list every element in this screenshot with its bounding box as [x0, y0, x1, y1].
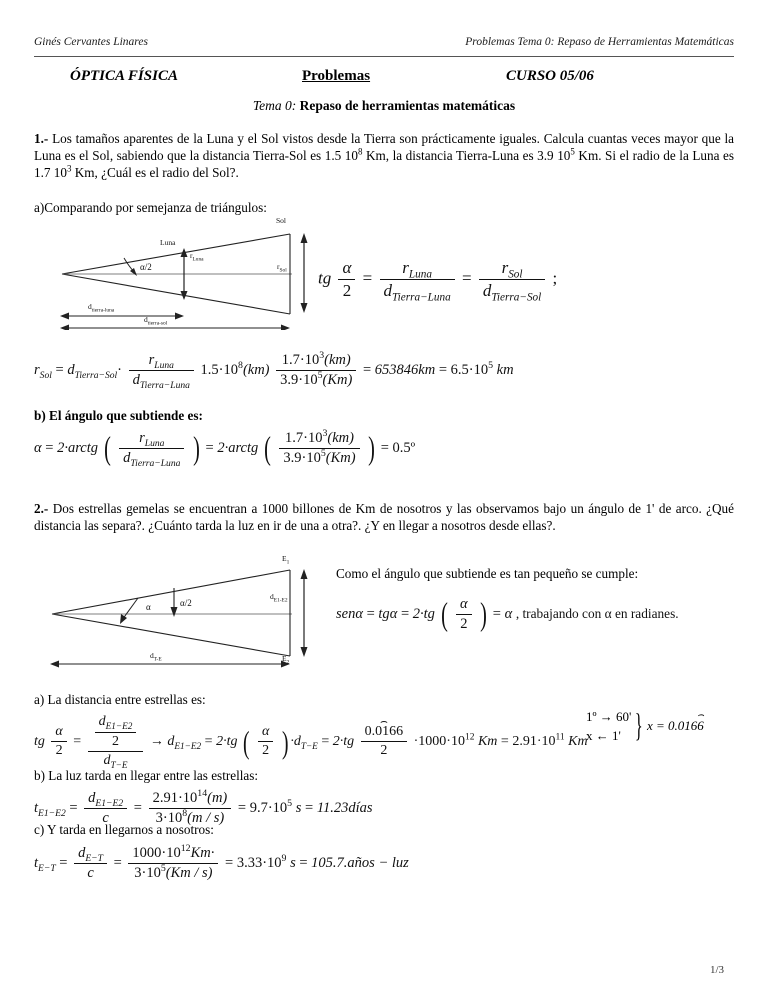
title-row — [34, 68, 734, 90]
problem1-text-2: Km, la distancia Tierra-Luna es 3.9 10 — [362, 148, 571, 164]
equation-light-time-between-stars: $t_{E1-E2}$ = $\frac{d_{E1-E2}}{c}$ = $\frac{2.91\cdot 10^{14}(m)}{3\cdot 10^8(m / s)}$ = $9.7\cdot 10^5$ s = 11.23días — [34, 788, 373, 827]
diagram2-label-d-t-e: $d_{T-E}$ — [150, 651, 162, 663]
problem1-exp-2: 5 — [570, 146, 575, 157]
header-author: Ginés Cervantes Linares — [34, 36, 148, 48]
diagram1-label-alpha-half: α/2 — [140, 262, 152, 272]
diagram-sun-moon-triangle — [52, 218, 312, 330]
diagram1-label-d-tierra-luna: $d_{tierra-luna}$ — [88, 302, 115, 314]
problem2-text: Dos estrellas gemelas se encuentran a 1000 billones de Km de nosotros y las observamos bajo un ángulo de 1' de arco. ¿Qué distancia las separa?. ¿Cuánto tarda la luz en ir de una a otra?. ¿Y en llegar a nosotros desde ellas?. — [34, 501, 734, 534]
diagram2-label-e2: $E_2$ — [282, 654, 290, 666]
problem1-text-4: Km, ¿Cuál es el radio del Sol?. — [71, 165, 239, 181]
diagram-twin-stars-triangle — [42, 554, 312, 670]
equation-small-angle-approximation: senα = tgα = 2·tg ( $\frac{\alpha}{2}$ ) = α , trabajando con α en radianes. — [336, 596, 679, 634]
diagram-twin-stars-svg — [42, 558, 312, 670]
problem1-text-3: Km. Si el radio de la Luna es 1.7 10 — [34, 148, 734, 181]
diagram1-label-luna: Luna — [160, 238, 176, 247]
problem1-number: 1.- — [34, 131, 49, 146]
equation-alpha-arctg: α = 2·arctg ( $\frac{r_{Luna}}{d_{Tierra-Luna}}$ ) = 2·arctg ( $\frac{1.7\cdot 10^3(km)}{3.9\cdot 10^5(Km)}$ ) = 0.5º — [34, 428, 416, 469]
equation-light-time-to-earth: $t_{E-T}$ = $\frac{d_{E-T}}{c}$ = $\frac{1000\cdot 10^{12}Km\cdot}{3\cdot 10^5(Km / s)}$ = $3.33\cdot 10^9$ s = 105.7.años − luz — [34, 843, 409, 882]
problem1-section-a-label: a)Comparando por semejanza de triángulos: — [34, 200, 267, 215]
brace-row-2: x ← 1' — [586, 727, 621, 743]
problem1-exp-1: 8 — [357, 146, 363, 157]
diagram2-label-d-e1-e2: $d_{E1-E2}$ — [270, 592, 288, 604]
diagram1-label-r-sol: $r_{Sol}$ — [277, 262, 287, 274]
equation-star-separation: tg $\frac{\alpha}{2}$ = $\frac{\frac{d_{E1-E2}}{2}}{d_{T-E}}$ → $d_{E1-E2} = 2\cdot tg$ ( $\frac{\alpha}{2}$ ) $\cdot d_{T-E} = 2\cdot tg$ $\frac{0.0166 ⌢}{2}$ $\cdot 1000\cdot 10^{12}$ $Km = 2.91\cdot 10^{11}$ Km — [34, 714, 588, 770]
diagram2-label-alpha-half: α/2 — [180, 598, 192, 608]
diagram1-label-sol: Sol — [276, 216, 287, 225]
problem2-section-c-label: c) Y tarda en llegarnos a nosotros: — [34, 822, 214, 837]
title-course-year: CURSO 05/06 — [506, 68, 594, 84]
page-number: 1/3 — [709, 964, 724, 976]
brace-row-1: 1º → 60' — [586, 709, 632, 724]
annotation-degree-minute-conversion — [586, 708, 704, 746]
problem1-exp-3: 3 — [66, 163, 72, 174]
equation-tg-alpha-ratio: tg $\frac{\alpha}{2}$ = $\frac{r_{Luna}}{d_{Tierra-Luna}}$ = $\frac{r_{Sol}}{d_{Tierra-Sol}}$ ; — [318, 258, 558, 304]
problem1-text-1: Los tamaños aparentes de la Luna y el Sol vistos desde la Tierra son prácticamente iguales. Calcula cuantas veces mayor que la Luna es el Sol, sabiendo que la distancia Tierra-Sol es 1.5 10 — [34, 131, 734, 164]
brace-result: x = 0.0166 ⌢ — [647, 718, 704, 733]
subtitle-text: Repaso de herramientas matemáticas — [299, 98, 516, 113]
problem2-number: 2.- — [34, 501, 49, 516]
problem2-side-note: Como el ángulo que subtiende es tan pequeño se cumple: — [336, 566, 639, 581]
problem2-section-b-label: b) La luz tarda en llegar entre las estrellas: — [34, 768, 259, 783]
equation-r-sol-calculation: $r_{Sol} = d_{Tierra-Sol}\cdot$ $\frac{r_{Luna}}{d_{Tierra-Luna}}$ $1.5\cdot 10^8(km)$ $\frac{1.7\cdot 10^3(km)}{3.9\cdot 10^5(Km)}$ = $653846km = 6.5\cdot 10^5$ km — [34, 350, 514, 391]
diagram2-label-alpha: α — [146, 602, 151, 612]
title-problems: Problemas — [302, 68, 371, 84]
diagram1-label-r-luna: $r_{Luna}$ — [190, 251, 204, 263]
title-subject: ÓPTICA FÍSICA — [70, 68, 178, 84]
subtitle-tema: Tema 0: — [252, 98, 297, 113]
problem1-section-b-label: b) El ángulo que subtiende es: — [34, 408, 203, 423]
page-subtitle — [0, 98, 768, 114]
problem2-statement — [34, 500, 734, 534]
header-subject: Problemas Tema 0: Repaso de Herramientas Matemáticas — [465, 36, 734, 48]
diagram2-label-e1: $E_1$ — [282, 554, 290, 566]
problem1-statement — [34, 130, 734, 181]
problem2-section-a-label: a) La distancia entre estrellas es: — [34, 692, 206, 707]
page-header — [34, 36, 734, 57]
diagram1-label-d-tierra-sol: $d_{tierra-sol}$ — [144, 315, 168, 327]
brace-glyph: } — [635, 708, 644, 745]
